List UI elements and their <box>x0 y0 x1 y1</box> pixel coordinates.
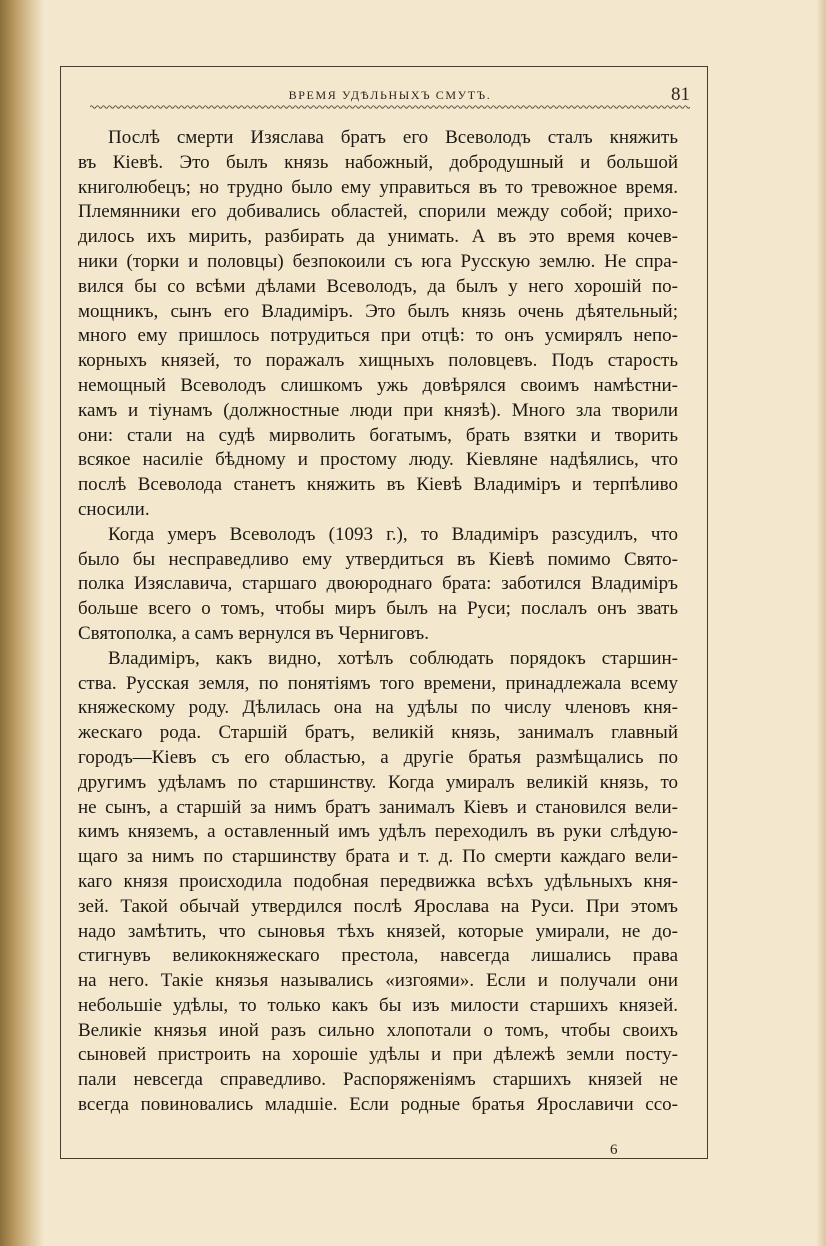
text-line: много ему пришлось потрудиться при отцѣ: то онъ усмирялъ непо- <box>78 325 678 347</box>
text-line: немощный Всеволодъ слишкомъ ужь довѣрялся своимъ намѣстни- <box>78 374 678 396</box>
page-frame-left-rule <box>60 66 61 1158</box>
signature-mark: 6 <box>610 1142 618 1158</box>
text-line: вился бы со всѣми дѣлами Всеволодъ, да былъ у него хорошій по- <box>78 275 678 297</box>
text-line: Послѣ смерти Изяслава братъ его Всеволодъ сталъ княжить <box>108 127 678 148</box>
text-line: дилось ихъ мирить, разбирать да унимать. А въ это время кочев- <box>78 226 678 248</box>
text-line: было бы несправедливо ему утвердиться въ Кіевѣ помимо Свято- <box>78 548 678 570</box>
text-line: всякое насиліе бѣдному и простому люду. Кіевляне надѣялись, что <box>78 449 678 471</box>
text-line: щаго за нимъ по старшинству брата и т. д. По смерти каждаго вели- <box>78 846 678 868</box>
text-line: зей. Такой обычай утвердился послѣ Ярослава на Руси. При этомъ <box>78 895 678 917</box>
text-line: ства. Русская земля, по понятіямъ того времени, принадлежала всему <box>78 672 678 694</box>
page-number: 81 <box>671 84 690 105</box>
text-line: камъ и тіунамъ (должностные люди при князѣ). Много зла творили <box>78 399 678 421</box>
page-frame-top-rule <box>60 66 708 67</box>
text-line: стигнувъ великокняжескаго престола, навсегда лишались права <box>78 945 678 967</box>
text-line: на него. Такіе князья назывались «изгоями». Если и получали они <box>78 970 678 992</box>
running-head <box>90 84 690 106</box>
text-line: жескаго рода. Старшій братъ, великій князь, занималъ главный <box>78 722 678 744</box>
text-line: корныхъ князей, то поражалъ хищныхъ половцевъ. Подъ старость <box>78 350 678 372</box>
text-line: Святополка, а самъ вернулся въ Черниговъ. <box>78 622 429 644</box>
text-line: небольшіе удѣлы, то только какъ бы изъ милости старшихъ князей. <box>78 994 678 1016</box>
text-line: въ Кіевѣ. Это былъ князь набожный, добродушный и большой <box>78 151 678 173</box>
decorative-wavy-rule <box>90 104 690 110</box>
text-line: пали невсегда справедливо. Распоряженіямъ старшихъ князей не <box>78 1069 678 1091</box>
text-line: Когда умеръ Всеволодъ (1093 г.), то Владиміръ разсудилъ, что <box>108 523 678 545</box>
text-line: сыновей пристроить на хорошіе удѣлы и при дѣлежѣ земли посту- <box>78 1044 678 1066</box>
text-line: другимъ удѣламъ по старшинству. Когда умиралъ великій князь, то <box>78 771 678 793</box>
text-line: надо замѣтить, что сыновья тѣхъ князей, которые умирали, не до- <box>78 920 678 942</box>
text-line: Великіе князья иной разъ сильно хлопотали о томъ, чтобы своихъ <box>78 1019 678 1041</box>
text-line: мощникъ, сынъ его Владиміръ. Это былъ князь очень дѣятельный; <box>78 300 678 322</box>
text-line: сносили. <box>78 498 150 520</box>
text-line: послѣ Всеволода станетъ княжить въ Кіевѣ Владиміръ и терпѣливо <box>78 474 678 496</box>
body-text <box>78 126 678 1118</box>
text-line: полка Изяславича, старшаго двоюроднаго брата: заботился Владиміръ <box>78 573 678 595</box>
page-edge <box>816 0 826 1246</box>
text-line: кимъ княземъ, а оставленный имъ удѣлъ переходилъ въ руки слѣдую- <box>78 821 678 843</box>
text-line: не сынъ, а старшій за нимъ братъ занималъ Кіевъ и становился вели- <box>78 796 678 818</box>
page-binding-shadow <box>0 0 44 1246</box>
text-line: Владиміръ, какъ видно, хотѣлъ соблюдать порядокъ старшин- <box>108 647 678 669</box>
text-line: они: стали на судѣ мирволить богатымъ, брать взятки и творить <box>78 424 678 446</box>
running-title: ВРЕМЯ УДѢЛЬНЫХЪ СМУТЪ. <box>288 88 492 102</box>
text-line: каго князя происходила подобная передвижка всѣхъ удѣльныхъ кня- <box>78 870 678 892</box>
text-line: всегда повиновались младшіе. Если родные братья Ярославичи ссо- <box>78 1094 678 1116</box>
text-line: больше всего о томъ, чтобы миръ былъ на Руси; послалъ онъ звать <box>78 598 678 620</box>
text-line: городъ—Кіевъ съ его областью, а другіе братья размѣщались по <box>78 746 678 768</box>
text-line: княжескому роду. Дѣлилась она на удѣлы по числу членовъ кня- <box>78 697 678 719</box>
text-line: ники (торки и половцы) безпокоили съ юга Русскую землю. Не спра- <box>78 250 678 272</box>
text-line: книголюбецъ; но трудно было ему управиться въ то тревожное время. <box>78 176 678 198</box>
page-frame-right-rule <box>707 66 708 1158</box>
text-line: Племянники его добивались областей, спорили между собой; прихо- <box>78 201 678 223</box>
